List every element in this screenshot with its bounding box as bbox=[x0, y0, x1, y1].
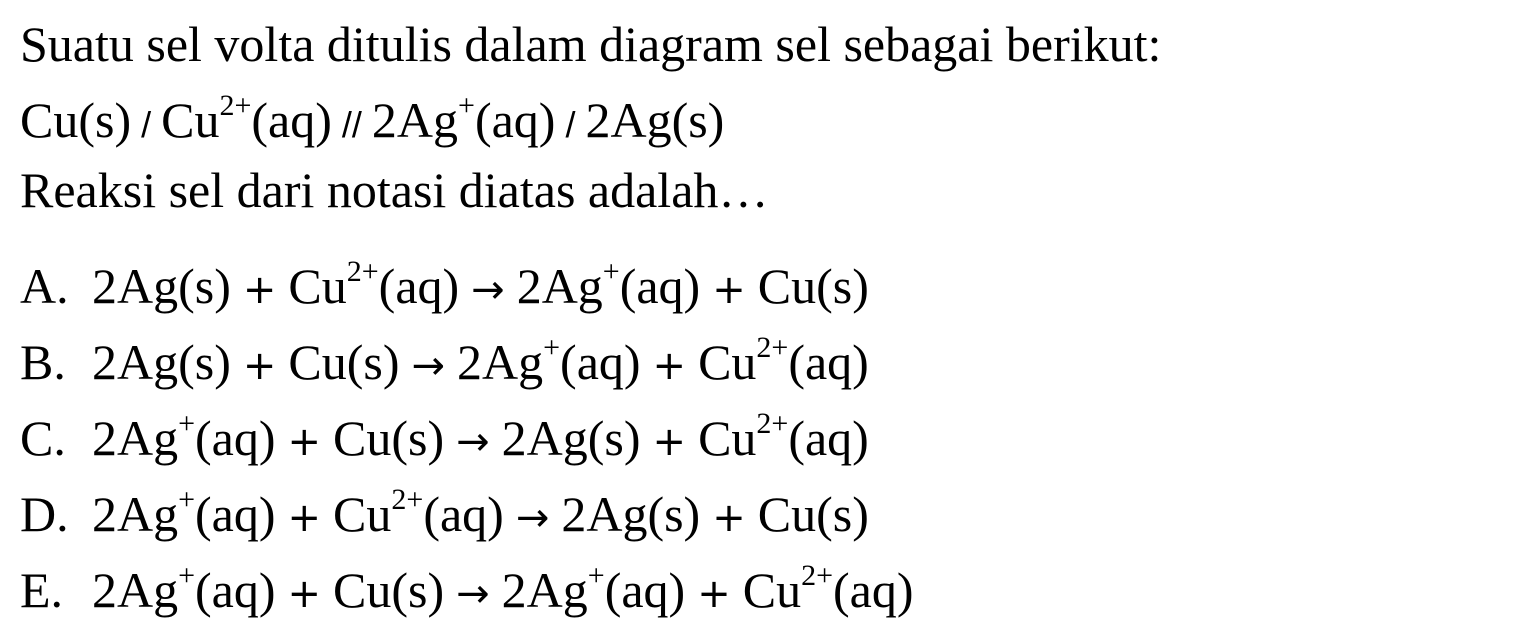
option-c[interactable] bbox=[20, 408, 869, 472]
question-prompt: Reaksi sel dari notasi diatas adalah… bbox=[20, 162, 769, 218]
cell-anode: Cu(s) bbox=[20, 92, 132, 148]
state-label: (aq) bbox=[604, 562, 686, 618]
cell-cathode-ion: 2Ag bbox=[371, 92, 459, 148]
cell-notation bbox=[20, 90, 724, 155]
plus-sign: + bbox=[242, 343, 277, 389]
option-letter: E. bbox=[20, 562, 64, 618]
charge-superscript: 2+ bbox=[756, 331, 789, 364]
plus-sign: + bbox=[242, 267, 277, 313]
state-label: (aq) bbox=[833, 562, 914, 618]
species: 2Ag(s) bbox=[561, 486, 701, 542]
charge-superscript: + bbox=[178, 559, 196, 592]
species: 2Ag(s) bbox=[92, 334, 231, 390]
species: 2Ag bbox=[92, 486, 179, 542]
species: 2Ag bbox=[501, 562, 588, 618]
species: Cu(s) bbox=[333, 562, 445, 618]
reaction-arrow: → bbox=[515, 495, 550, 541]
species: Cu(s) bbox=[288, 334, 400, 390]
option-a[interactable] bbox=[20, 256, 869, 320]
species: 2Ag(s) bbox=[92, 258, 231, 314]
state-label: (aq) bbox=[195, 410, 276, 466]
salt-bridge: // bbox=[341, 104, 362, 145]
cell-cathode: 2Ag(s) bbox=[585, 92, 725, 148]
charge-superscript: 2+ bbox=[391, 483, 424, 516]
plus-sign: + bbox=[287, 495, 322, 541]
charge-superscript: + bbox=[543, 331, 561, 364]
plus-sign: + bbox=[712, 495, 746, 541]
option-letter: D. bbox=[20, 486, 69, 542]
plus-sign: + bbox=[652, 343, 687, 389]
species: 2Ag bbox=[516, 258, 603, 314]
charge-superscript: + bbox=[178, 483, 196, 516]
species: 2Ag bbox=[92, 562, 179, 618]
option-letter: B. bbox=[20, 334, 66, 390]
phase-separator: / bbox=[565, 104, 576, 145]
species: Cu bbox=[698, 334, 757, 390]
question-intro: Suatu sel volta ditulis dalam diagram sel sebagai berikut: bbox=[20, 16, 1162, 72]
state-label: (aq) bbox=[560, 334, 641, 390]
plus-sign: + bbox=[287, 571, 322, 617]
species: 2Ag(s) bbox=[501, 410, 641, 466]
species: 2Ag bbox=[92, 410, 179, 466]
charge-superscript: 2+ bbox=[801, 559, 833, 592]
species: Cu bbox=[288, 258, 347, 314]
plus-sign: + bbox=[287, 419, 322, 465]
species: Cu bbox=[333, 486, 392, 542]
plus-sign: + bbox=[712, 267, 746, 313]
species: Cu bbox=[742, 562, 802, 618]
state-label: (aq) bbox=[195, 486, 276, 542]
species: Cu(s) bbox=[757, 258, 869, 314]
species: Cu bbox=[698, 410, 757, 466]
reaction-arrow: → bbox=[471, 267, 505, 313]
phase-separator: / bbox=[141, 104, 152, 145]
option-d[interactable] bbox=[20, 484, 869, 548]
state-label: (aq) bbox=[251, 92, 332, 148]
charge-superscript: 2+ bbox=[219, 89, 252, 122]
reaction-arrow: → bbox=[456, 419, 490, 465]
state-label: (aq) bbox=[423, 486, 504, 542]
option-b[interactable] bbox=[20, 332, 869, 396]
state-label: (aq) bbox=[474, 92, 556, 148]
cell-anode-ion: Cu bbox=[161, 92, 220, 148]
species: 2Ag bbox=[457, 334, 544, 390]
option-letter: C. bbox=[20, 410, 66, 466]
charge-superscript: + bbox=[458, 89, 475, 122]
species: Cu(s) bbox=[757, 486, 869, 542]
species: Cu(s) bbox=[333, 410, 445, 466]
state-label: (aq) bbox=[195, 562, 276, 618]
charge-superscript: + bbox=[602, 255, 620, 288]
plus-sign: + bbox=[697, 571, 731, 617]
charge-superscript: + bbox=[587, 559, 605, 592]
state-label: (aq) bbox=[788, 410, 869, 466]
charge-superscript: + bbox=[178, 407, 196, 440]
plus-sign: + bbox=[652, 419, 687, 465]
state-label: (aq) bbox=[619, 258, 701, 314]
reaction-arrow: → bbox=[411, 343, 446, 389]
state-label: (aq) bbox=[378, 258, 460, 314]
option-e[interactable] bbox=[20, 560, 914, 624]
state-label: (aq) bbox=[788, 334, 869, 390]
option-letter: A. bbox=[20, 258, 69, 314]
charge-superscript: 2+ bbox=[346, 255, 379, 288]
reaction-arrow: → bbox=[456, 571, 490, 617]
charge-superscript: 2+ bbox=[756, 407, 789, 440]
